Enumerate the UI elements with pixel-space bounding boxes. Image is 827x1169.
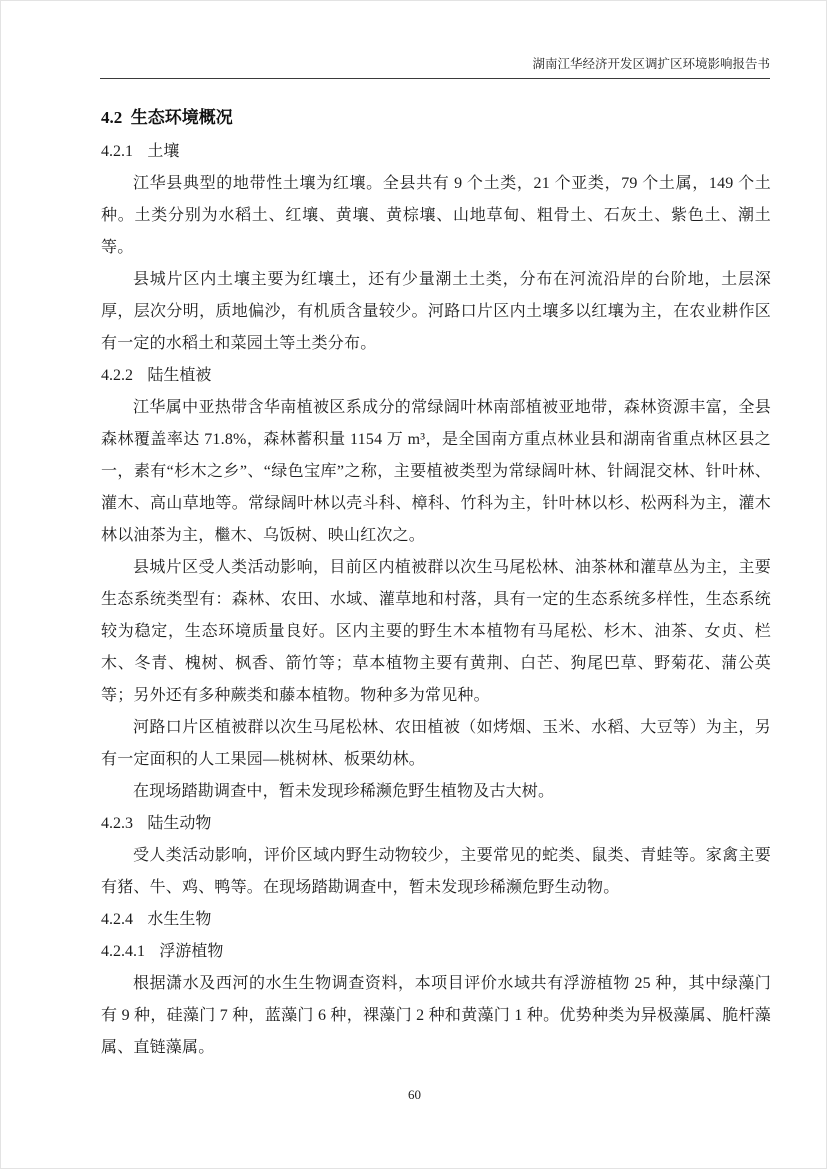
section-heading-4-2-4-1	[101, 936, 771, 968]
heading-title: 生态环境概况	[130, 108, 233, 127]
section-heading-4-2-3	[101, 808, 771, 840]
paragraph-vegetation-4: 在现场踏勘调查中，暂未发现珍稀濒危野生植物及古大树。	[133, 783, 555, 800]
heading-title: 浮游植物	[159, 943, 224, 960]
paragraph-soil-2: 县城片区内土壤主要为红壤土，还有少量潮土土类，分布在河流沿岸的台阶地，土层深厚，层次分明，质地偏沙，有机质含量较少。河路口片区内土壤多以红壤为主，在农业耕作区有一定的水稻土和菜园土等土类分布。	[101, 271, 771, 352]
section-heading-4-2-1	[101, 136, 771, 168]
paragraph-vegetation-2: 县城片区受人类活动影响，目前区内植被群以次生马尾松林、油茶林和灌草丛为主，主要生态系统类型有：森林、农田、水域、灌草地和村落，具有一定的生态系统多样性，生态系统较为稳定，生态环境质量良好。区内主要的野生木本植物有马尾松、杉木、油茶、女贞、栏木、冬青、槐树、枫香、箭竹等；草本植物主要有黄荆、白芒、狗尾巴草、野菊花、蒲公英等；另外还有多种蕨类和藤本植物。物种多为常见种。	[101, 559, 771, 704]
heading-number: 4.2.4.1	[101, 943, 145, 960]
paragraph-aquatic-1: 根据潇水及西河的水生生物调查资料，本项目评价水域共有浮游植物 25 种，其中绿藻门有 9 种，硅藻门 7 种，蓝藻门 6 种，裸藻门 2 种和黄藻门 1 种。优势种类为异极藻属、脆杆藻属、直链藻属。	[101, 975, 771, 1056]
paragraph-animal-1: 受人类活动影响，评价区域内野生动物较少，主要常见的蛇类、鼠类、青蛙等。家禽主要有猪、牛、鸡、鸭等。在现场踏勘调查中，暂未发现珍稀濒危野生动物。	[101, 847, 771, 896]
heading-number: 4.2.3	[101, 815, 133, 832]
heading-number: 4.2.2	[101, 367, 133, 384]
section-heading-4-2-2	[101, 360, 771, 392]
paragraph-vegetation-1: 江华属中亚热带含华南植被区系成分的常绿阔叶林南部植被亚地带，森林资源丰富，全县森林覆盖率达 71.8%，森林蓄积量 1154 万 m³，是全国南方重点林业县和湖南省重点林区县之一，素有“杉木之乡”、“绿色宝库”之称，主要植被类型为常绿阔叶林、针阔混交林、针叶林、灌木、高山草地等。常绿阔叶林以壳斗科、樟科、竹科为主，针叶林以杉、松两科为主，灌木林以油茶为主，檵木、乌饭树、映山红次之。	[101, 399, 771, 544]
paragraph-soil-1: 江华县典型的地带性土壤为红壤。全县共有 9 个土类，21 个亚类，79 个土属，149 个土种。土类分别为水稻土、红壤、黄壤、黄棕壤、山地草甸、粗骨土、石灰土、紫色土、潮土等。	[101, 175, 771, 256]
heading-number: 4.2	[101, 108, 123, 127]
heading-number: 4.2.4	[101, 911, 133, 928]
page-number: 60	[408, 1087, 421, 1102]
heading-title: 土壤	[147, 143, 180, 160]
heading-title: 陆生动物	[147, 815, 212, 832]
page-header	[100, 55, 770, 79]
heading-number: 4.2.1	[101, 143, 133, 160]
page-footer	[1, 1087, 827, 1103]
heading-title: 水生生物	[147, 911, 212, 928]
running-title: 湖南江华经济开发区调扩区环境影响报告书	[532, 57, 770, 71]
document-body	[101, 100, 771, 1064]
heading-title: 陆生植被	[147, 367, 212, 384]
section-heading-4-2-4	[101, 904, 771, 936]
paragraph-vegetation-3: 河路口片区植被群以次生马尾松林、农田植被（如烤烟、玉米、水稻、大豆等）为主，另有一定面积的人工果园—桃树林、板栗幼林。	[101, 719, 771, 768]
section-heading-4-2	[101, 100, 771, 136]
